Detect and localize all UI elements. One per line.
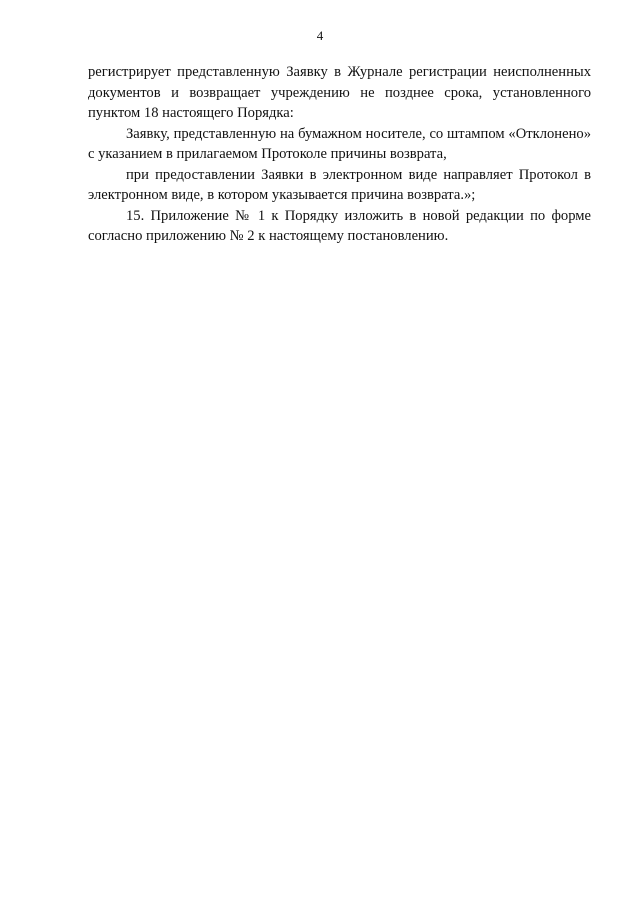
document-body <box>88 62 591 247</box>
paragraph-electronic-application: при предоставлении Заявки в электронном виде направляет Протокол в электронном виде, в котором указывается причина возврата.»; <box>88 166 591 203</box>
paragraph-paper-application: Заявку, представленную на бумажном носителе, со штампом «Отклонено» с указанием в прилагаемом Протоколе причины возврата, <box>88 125 591 162</box>
paragraph-registration: регистрирует представленную Заявку в Журнале регистрации неисполненных документов и возвращает учреждению не позднее срока, установленного пунктом 18 настоящего Порядка: <box>88 64 591 121</box>
paragraph-item-15: 15. Приложение № 1 к Порядку изложить в новой редакции по форме согласно приложению № 2 к настоящему постановлению. <box>88 207 591 244</box>
page-number: 4 <box>316 28 324 43</box>
